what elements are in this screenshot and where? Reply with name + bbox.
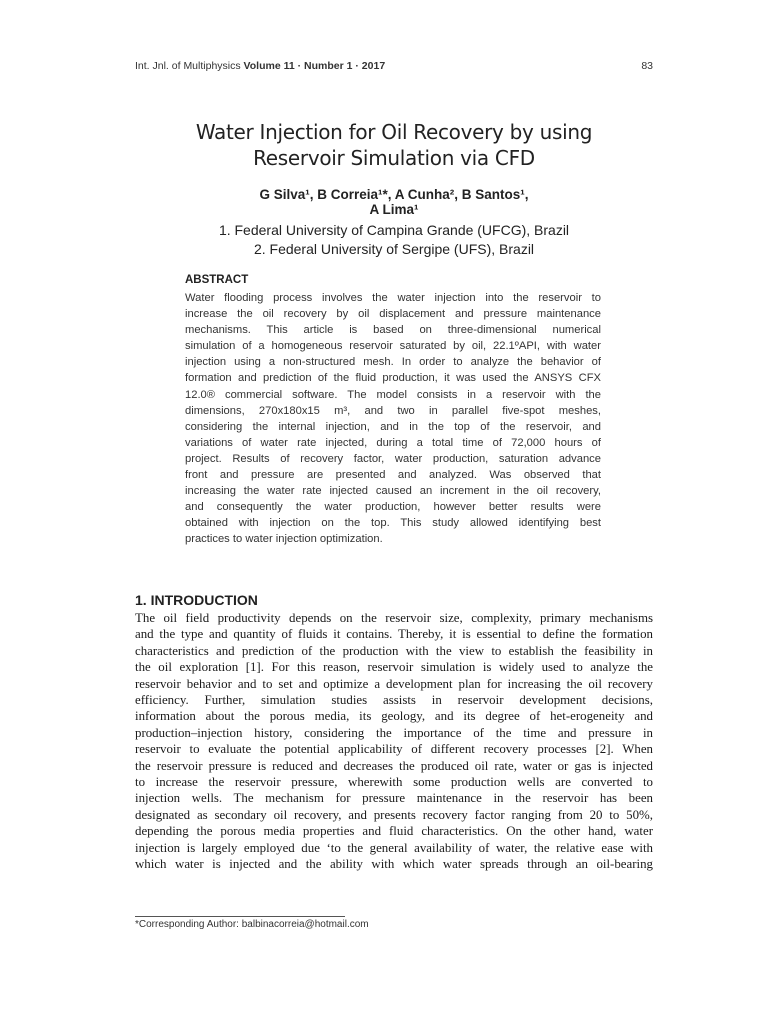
body-line: information about the porous media, its geology, and its degree of het-erogeneity and [135, 709, 653, 724]
introduction-text [135, 610, 653, 873]
journal-issue: Volume 11 · Number 1 · 2017 [243, 60, 386, 72]
abstract-line: project. Results of recovery factor, water production, saturation advance [185, 452, 601, 465]
body-line: injection wells. The mechanism for pressure maintenance in the reservoir has been [135, 791, 653, 806]
body-line: depending the porous media properties and fluid characteristics. On the other hand, water [135, 824, 653, 839]
body-line: The oil field productivity depends on the reservoir size, complexity, primary mechanisms [135, 611, 653, 625]
body-line: designated as secondary oil recovery, and presents recovery factor ranging from 20 to 50%, [135, 807, 653, 822]
body-line: reservoir to evaluate the potential applicability of different recovery processes [2]. When [135, 742, 653, 757]
abstract-line: formation and prediction of the fluid production, it was used the ANSYS CFX [185, 372, 601, 385]
body-line: efficiency. Further, simulation studies assists in reservoir development decisions, [135, 693, 653, 708]
abstract-line: considering the internal injection, and in the top of the reservoir, and [185, 420, 601, 433]
journal-name: Int. Jnl. of Multiphysics [135, 60, 241, 72]
abstract-line: dimensions, 270x180x15 m³, and two in parallel five-spot meshes, [185, 404, 601, 417]
affiliation-2: 2. Federal University of Sergipe (UFS), Brazil [253, 241, 535, 257]
running-head [135, 60, 653, 72]
corresponding-author-footnote: *Corresponding Author: balbinacorreia@hotmail.com [135, 919, 369, 930]
footnote-divider [135, 916, 345, 917]
abstract-text [185, 290, 601, 548]
affiliations [135, 221, 653, 259]
abstract-line: practices to water injection optimization. [185, 533, 383, 546]
body-line: production–injection history, considering the importance of the time and pressure in [135, 725, 653, 740]
abstract-line: obtained with injection on the top. This study allowed identifying best [185, 517, 601, 530]
body-line: the oil exploration [1]. For this reason, reservoir simulation is widely used to analyze the [135, 660, 653, 675]
abstract-heading: ABSTRACT [185, 274, 249, 286]
author-list-line-2: A Lima¹ [369, 202, 419, 217]
paper-title-line-2: Reservoir Simulation via CFD [253, 146, 535, 170]
abstract-line: increase the oil recovery by oil displacement and pressure maintenance [185, 308, 601, 321]
page-number: 83 [641, 60, 653, 72]
author-list-line-1: G Silva¹, B Correia¹*, A Cunha², B Santos¹, [259, 187, 529, 202]
abstract-line: 12.0® commercial software. The model consists in a reservoir with the [185, 388, 601, 401]
abstract-line: mechanisms. This article is based on three-dimensional numerical [185, 324, 601, 337]
body-line: and the type and quantity of fluids it contains. Thereby, it is essential to define the formation [135, 627, 653, 642]
abstract-line: increasing the water rate injected caused an increment in the oil recovery, [185, 485, 601, 498]
body-line: the reservoir pressure is reduced and decreases the produced oil rate, water or gas is injected [135, 758, 653, 773]
abstract-line: Water flooding process involves the water injection into the reservoir to [185, 292, 601, 304]
body-line: injection is largely employed due ‘to the general availability of water, the relative ease with [135, 840, 653, 855]
paper-title-line-1: Water Injection for Oil Recovery by using [195, 120, 593, 144]
abstract-line: front and pressure are presented and analyzed. Was observed that [185, 469, 601, 482]
body-line: to increase the reservoir pressure, wherewith some production wells are converted to [135, 775, 653, 790]
abstract-line: simulation of a homogeneous reservoir saturated by oil, 22.1ºAPI, with water [185, 340, 601, 353]
author-list [135, 187, 653, 217]
paper-title [135, 119, 653, 171]
section-heading-introduction: 1. INTRODUCTION [135, 592, 258, 608]
abstract-line: injection using a non-structured mesh. In order to analyze the behavior of [185, 356, 601, 369]
abstract-line: and consequently the water production, however better results were [185, 501, 601, 514]
abstract-line: variations of water rate injected, during a total time of 72,000 hours of [185, 436, 601, 449]
body-line: reservoir behavior and to set and optimize a development plan for increasing the oil recovery [135, 676, 653, 691]
affiliation-1: 1. Federal University of Campina Grande (UFCG), Brazil [218, 222, 570, 238]
body-line: characteristics and prediction of the production with the view to establish the feasibility in [135, 643, 653, 658]
body-line: which water is injected and the ability with which water spreads through an oil-bearing [135, 857, 653, 872]
